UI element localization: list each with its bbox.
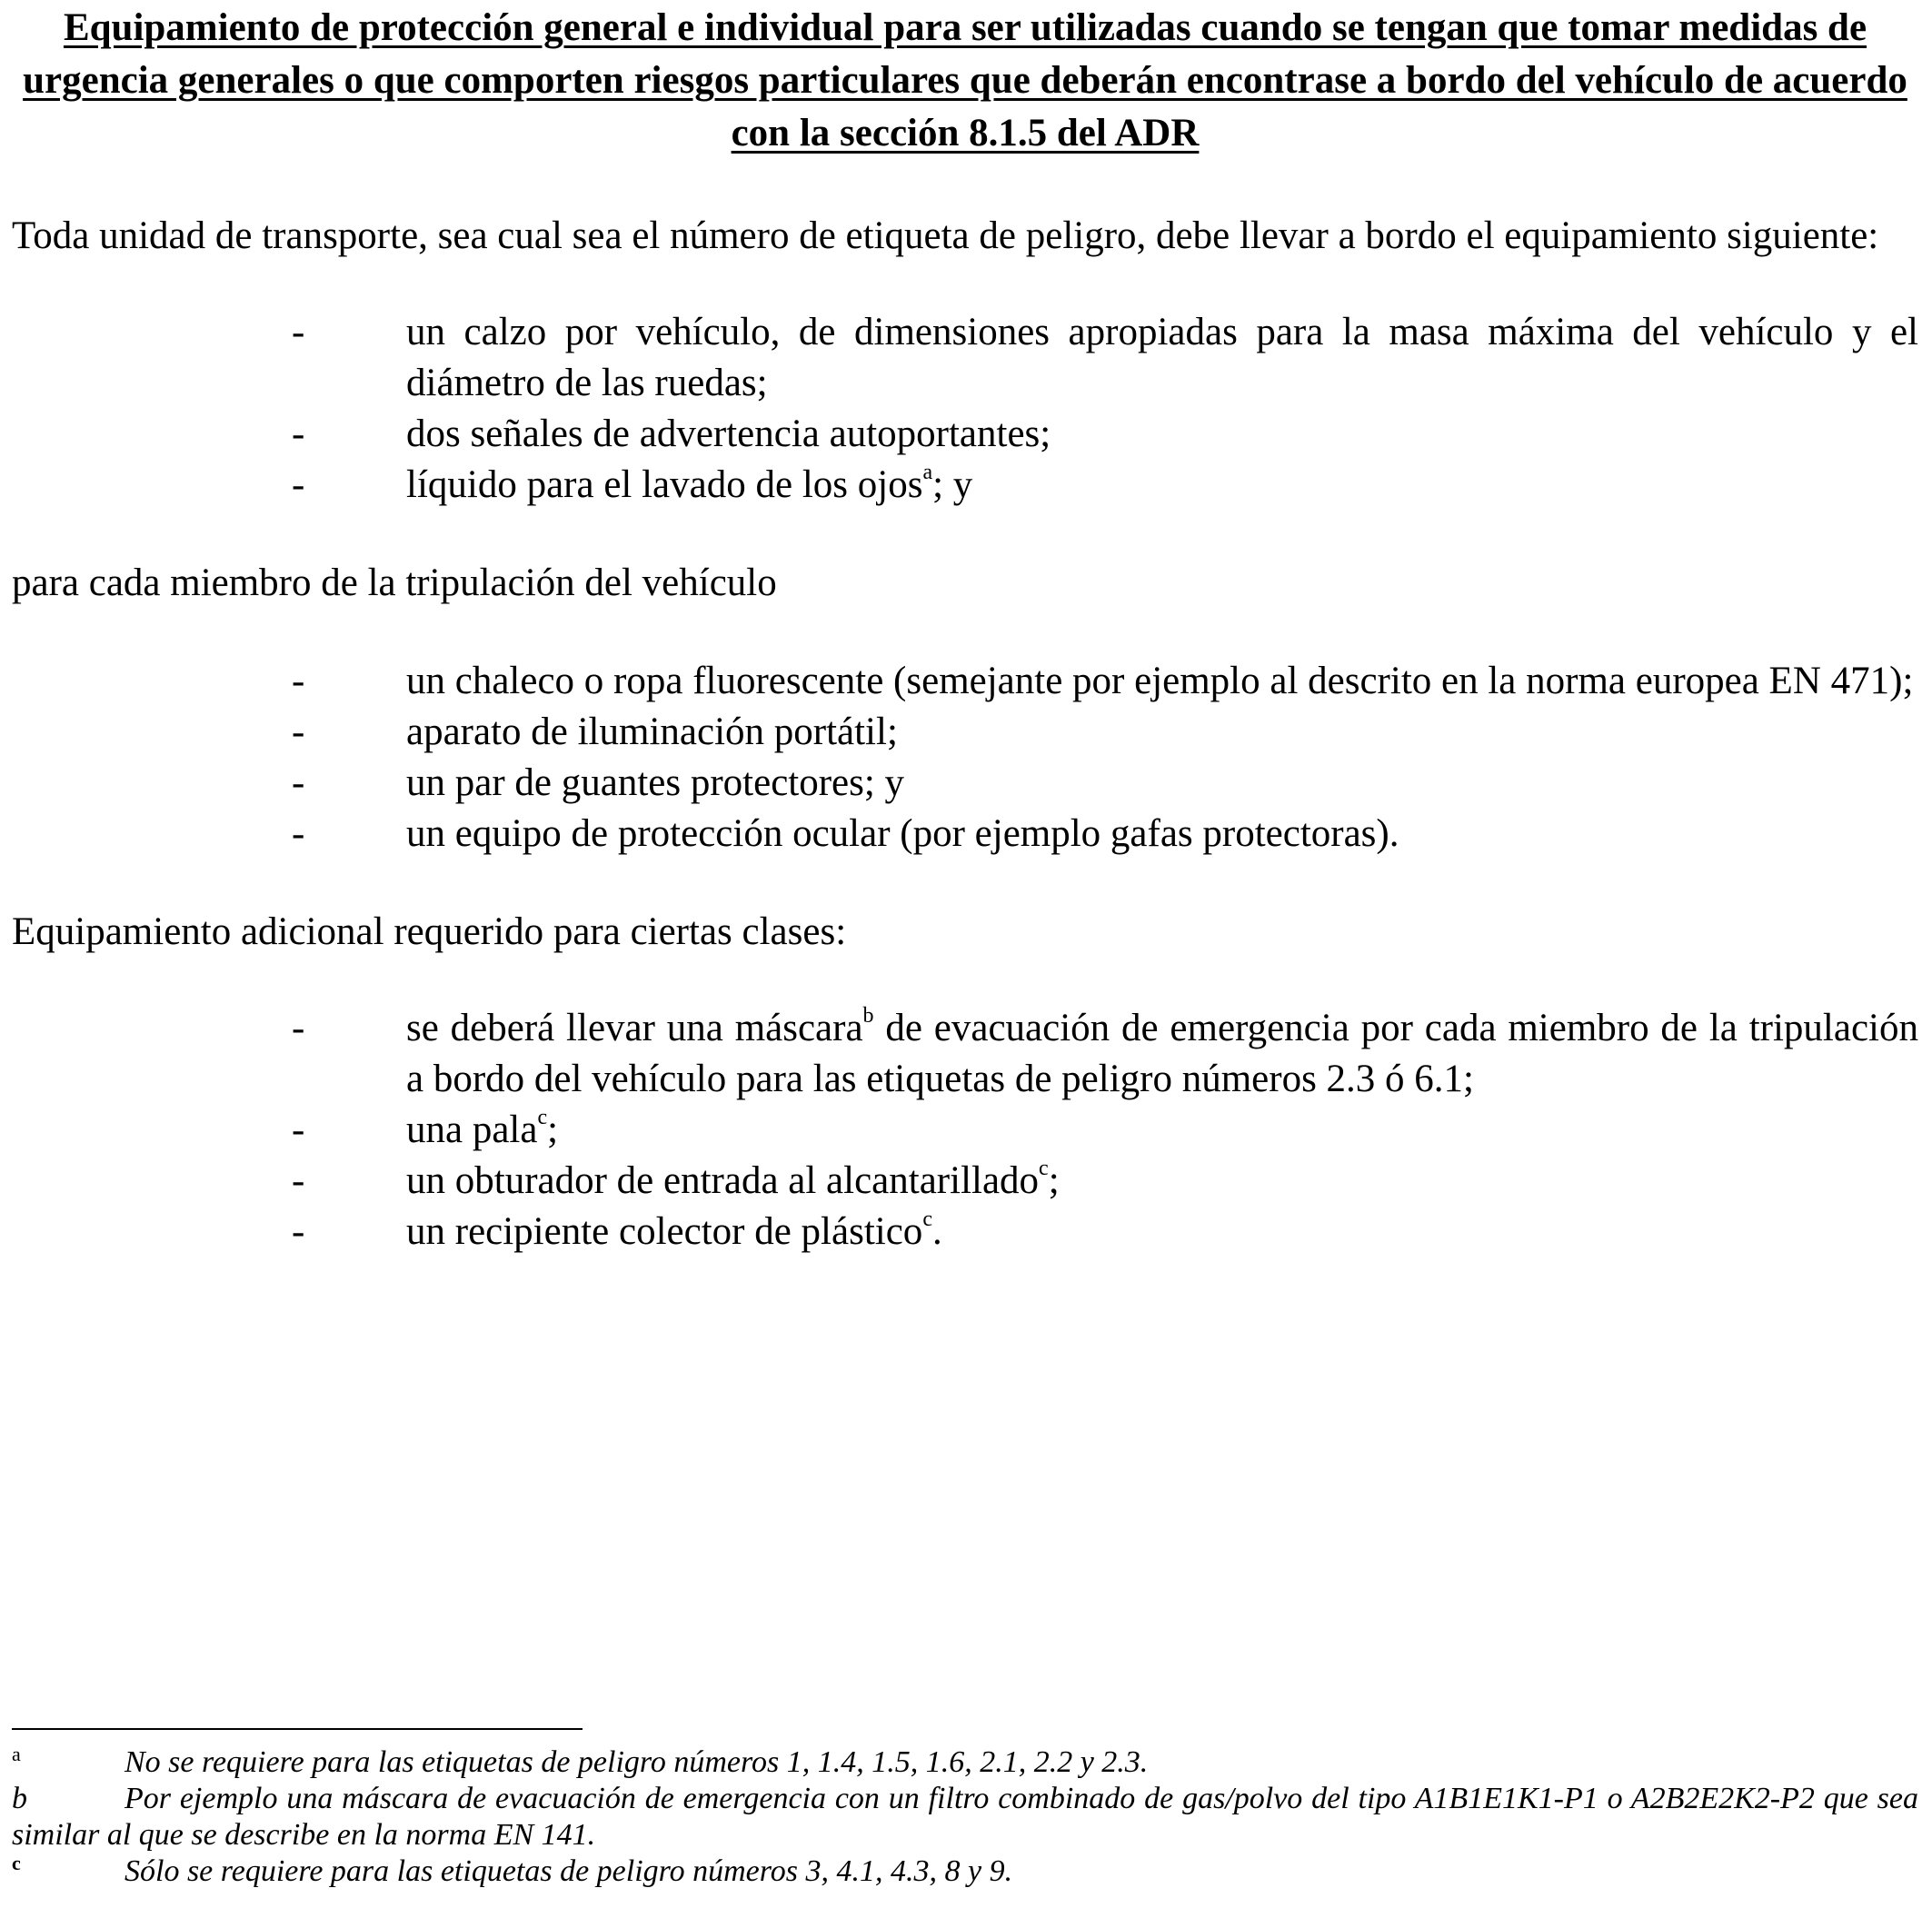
footnote-ref: c <box>922 1207 932 1231</box>
list-item: - un par de guantes protectores; y <box>292 761 905 804</box>
unit-equipment-list <box>12 307 1918 511</box>
list-item: - aparato de iluminación portátil; <box>292 711 898 753</box>
document-title: Equipamiento de protección general e individual para ser utilizadas cuando se tengan que tomar medidas de urgencia generales o que comporten riesgos particulares que deberán encontrase a bordo del vehículo de acuerdo con la sección 8.1.5 del ADR <box>23 6 1907 154</box>
footnote-ref: a <box>922 461 933 484</box>
footnote-ref: c <box>537 1106 548 1129</box>
list-item: - un recipiente colector de plástico$^c$. <box>292 1207 942 1253</box>
list-item: - un chaleco o ropa fluorescente (semejante por ejemplo al descrito en la norma europea EN 471); <box>292 660 1914 702</box>
list-item: - una pala$^c$; <box>292 1106 559 1151</box>
footnote-separator <box>12 1728 583 1730</box>
list-item: - líquido para el lavado de los ojos$^a$; y <box>292 461 973 506</box>
intro-paragraph: Toda unidad de transporte, sea cual sea el número de etiqueta de peligro, debe llevar a bordo el equipamiento siguiente: <box>12 214 1879 257</box>
footnote-c: c Sólo se requiere para las etiquetas de peligro números 3, 4.1, 4.3, 8 y 9. <box>12 1852 1013 1888</box>
footnote-b: b Por ejemplo una máscara de evacuación de emergencia con un filtro combinado de gas/polvo del tipo A1B1E1K1-P1 o A2B2E2K2-P2 que sea similar al que se describe en la norma EN 141. <box>12 1782 1918 1852</box>
crew-intro-paragraph: para cada miembro de la tripulación del vehículo <box>12 561 777 604</box>
footnote-ref: b <box>862 1004 874 1028</box>
list-item: - dos señales de advertencia autoportantes; <box>292 412 1051 455</box>
footnote-a: a No se requiere para las etiquetas de peligro números 1, 1.4, 1.5, 1.6, 2.1, 2.2 y 2.3. <box>12 1743 1149 1779</box>
list-item: - un calzo por vehículo, de dimensiones apropiadas para la masa máxima del vehículo y el diámetro de las ruedas; <box>292 311 1918 404</box>
crew-equipment-list <box>12 656 1918 860</box>
list-item: - un obturador de entrada al alcantarillado$^c$; <box>292 1157 1060 1202</box>
list-item: - se deberá llevar una máscara$^b$ de evacuación de emergencia por cada miembro de la tripulación a bordo del vehículo para las etiquetas de peligro números 2.3 ó 6.1; <box>292 1004 1918 1100</box>
footnotes <box>12 1744 1918 1890</box>
extra-equipment-list <box>12 1003 1918 1257</box>
extra-intro-paragraph: Equipamiento adicional requerido para ciertas clases: <box>12 910 847 953</box>
list-item: - un equipo de protección ocular (por ejemplo gafas protectoras). <box>292 812 1399 855</box>
document-page <box>12 0 1918 1257</box>
footnote-ref: c <box>1039 1157 1049 1180</box>
